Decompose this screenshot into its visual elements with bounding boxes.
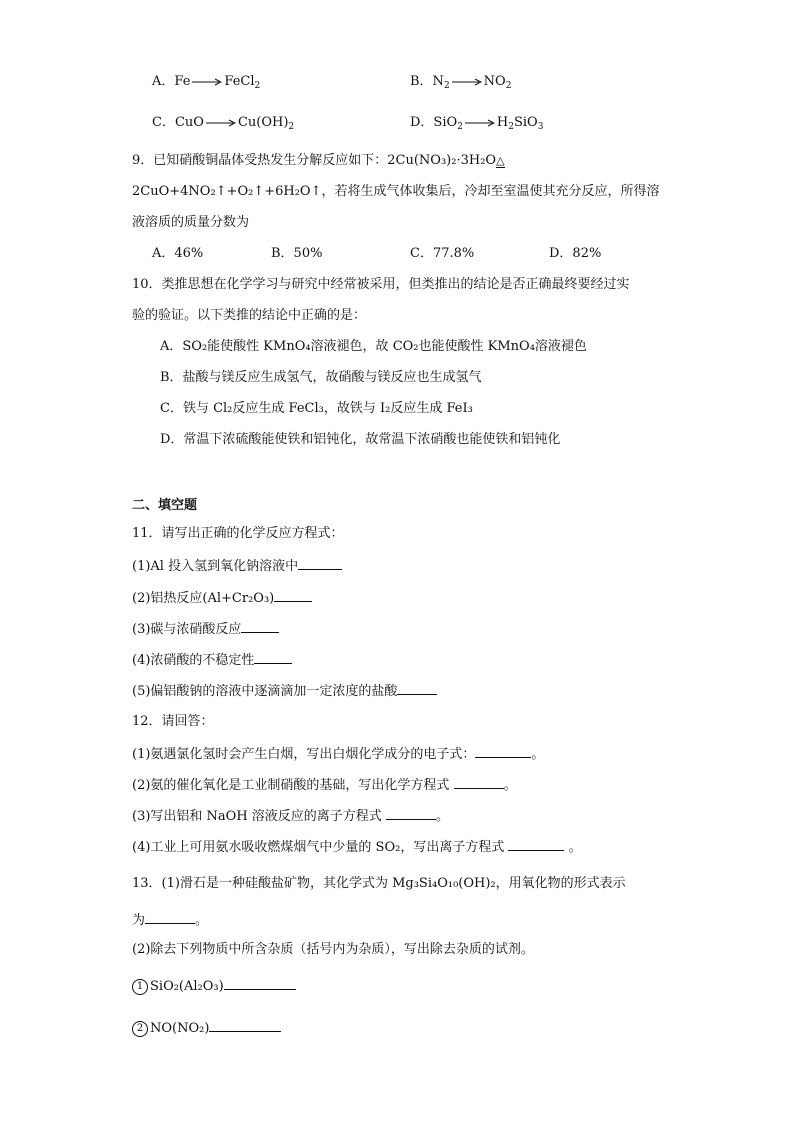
q13-item-2-text: NO(NO₂) (150, 1021, 210, 1036)
q13-line-3: (2)除去下列物质中所含杂质（括号内为杂质），写出除去杂质的试剂。 (132, 942, 534, 957)
q10-option-b: B．盐酸与镁反应生成氢气，故硝酸与镁反应也生成氢气 (160, 370, 482, 385)
q8-d-reactant: D．SiO (410, 115, 458, 130)
q11-item-1-text: (1)Al 投入氢到氧化钠溶液中 (132, 559, 299, 574)
q10-option-d: D．常温下浓硫酸能使铁和铝钝化，故常温下浓硝酸也能使铁和铝钝化 (160, 432, 561, 447)
q11-item-3 (132, 620, 279, 639)
q11-item-5-text: (5)偏铝酸钠的溶液中逐滴滴加一定浓度的盐酸 (132, 684, 398, 699)
q11-item-1 (132, 557, 342, 576)
q9-option-b: B．50% (271, 246, 323, 261)
q12-item-2-text: (2)氨的催化氧化是工业制硝酸的基础，写出化学方程式 (132, 778, 450, 793)
q12-item-1-text: (1)氨遇氯化氢时会产生白烟，写出白烟化学成分的电子式： (132, 747, 476, 762)
q10-line-1: 10．类推思想在化学学习与研究中经常被采用，但类推出的结论是否正确最终要经过实 (132, 277, 630, 292)
q13-line-2 (132, 911, 208, 930)
answer-blank[interactable] (274, 589, 312, 602)
answer-blank[interactable] (475, 745, 531, 758)
answer-blank[interactable] (254, 651, 292, 664)
q12-stem: 12．请回答： (132, 714, 214, 729)
q13-item-1-text: SiO₂(Al₂O₃) (150, 979, 224, 994)
q8-a-product: FeCl (224, 74, 255, 89)
q8-d-product-tail: SiO (513, 115, 538, 130)
end-mark: 。 (503, 778, 517, 793)
q9-option-a: A．46% (152, 246, 204, 261)
arrow-icon (192, 77, 222, 87)
circled-number-1-icon: 1 (132, 979, 148, 995)
q11-item-3-text: (3)碳与浓硝酸反应 (132, 622, 242, 637)
q12-item-4 (132, 838, 582, 857)
arrow-icon (206, 118, 236, 128)
q12-item-1 (132, 745, 544, 764)
q8-option-c: C．CuO $Cu(OH)_2$ (152, 115, 295, 132)
q11-item-4 (132, 651, 292, 670)
q9-stem-text: 9．已知硝酸铜晶体受热发生分解反应如下：2Cu(NO₃)₂·3H₂O (132, 153, 497, 168)
q9-line-3: 液溶质的质量分数为 (132, 215, 250, 230)
answer-blank[interactable] (209, 1019, 281, 1032)
q13-line-2-text: 为 (132, 913, 146, 928)
q9-line-1 (132, 152, 505, 170)
q10-option-c: C．铁与 Cl₂反应生成 FeCl₃，故铁与 I₂反应生成 FeI₃ (160, 401, 473, 416)
q8-option-b: B．$N_2$ $NO_2$ (410, 74, 512, 91)
q8-option-a: A．Fe FeCl$_2$ (152, 74, 261, 91)
q11-item-4-text: (4)浓硝酸的不稳定性 (132, 653, 255, 668)
q13-item-2 (132, 1019, 281, 1038)
answer-blank[interactable] (298, 557, 342, 570)
q12-item-3-text: (3)写出铝和 NaOH 溶液反应的离子方程式 (132, 809, 382, 824)
q8-c-product: Cu(OH) (237, 115, 289, 130)
q13-item-1 (132, 977, 296, 996)
q11-item-2-text: (2)铝热反应(Al+Cr₂O₃) (132, 591, 275, 606)
answer-blank[interactable] (397, 682, 437, 695)
q10-option-a: A．SO₂能使酸性 KMnO₄溶液褪色，故 CO₂也能使酸性 KMnO₄溶液褪色 (160, 339, 587, 354)
end-mark: 。 (568, 840, 582, 855)
q11-stem: 11．请写出正确的化学反应方程式： (132, 526, 344, 541)
answer-blank[interactable] (145, 911, 195, 924)
heat-symbol-icon: △ (496, 154, 505, 167)
q8-d-product: H (496, 115, 509, 130)
q9-option-c: C．77.8% (410, 246, 475, 261)
q13-line-1: 13．(1)滑石是一种硅酸盐矿物，其化学式为 Mg₃Si₄O₁₀(OH)₂，用氧化物的形式表示 (132, 876, 626, 891)
q11-item-5 (132, 682, 437, 701)
q12-item-4-text: (4)工业上可用氨水吸收燃煤烟气中少量的 SO₂，写出离子方程式 (132, 840, 505, 855)
answer-blank[interactable] (454, 776, 504, 789)
q8-b-reactant: B．N (410, 74, 444, 89)
q10-line-2: 验的验证。以下类推的结论中正确的是： (132, 308, 367, 323)
end-mark: 。 (531, 747, 545, 762)
section-heading: 二、填空题 (132, 498, 198, 513)
q8-option-d: D．SiO$_2$ $H_2SiO_3$ (410, 115, 544, 132)
answer-blank[interactable] (508, 838, 564, 851)
arrow-icon (452, 77, 482, 87)
q12-item-3 (132, 807, 449, 826)
q11-item-2 (132, 589, 312, 608)
arrow-icon (465, 118, 495, 128)
q9-line-2: 2CuO+4NO₂↑+O₂↑+6H₂O↑，若将生成气体收集后，冷却至室温使其充分反应，所得溶 (132, 184, 660, 199)
q9-option-d: D．82% (549, 246, 602, 261)
circled-number-2-icon: 2 (132, 1021, 148, 1037)
q8-b-product: NO (483, 74, 506, 89)
q12-item-2 (132, 776, 517, 795)
q8-a-reactant: A．Fe (152, 74, 191, 89)
end-mark: 。 (195, 913, 209, 928)
end-mark: 。 (435, 809, 449, 824)
answer-blank[interactable] (241, 620, 279, 633)
answer-blank[interactable] (386, 807, 436, 820)
q8-c-reactant: C．CuO (152, 115, 204, 130)
answer-blank[interactable] (224, 977, 296, 990)
